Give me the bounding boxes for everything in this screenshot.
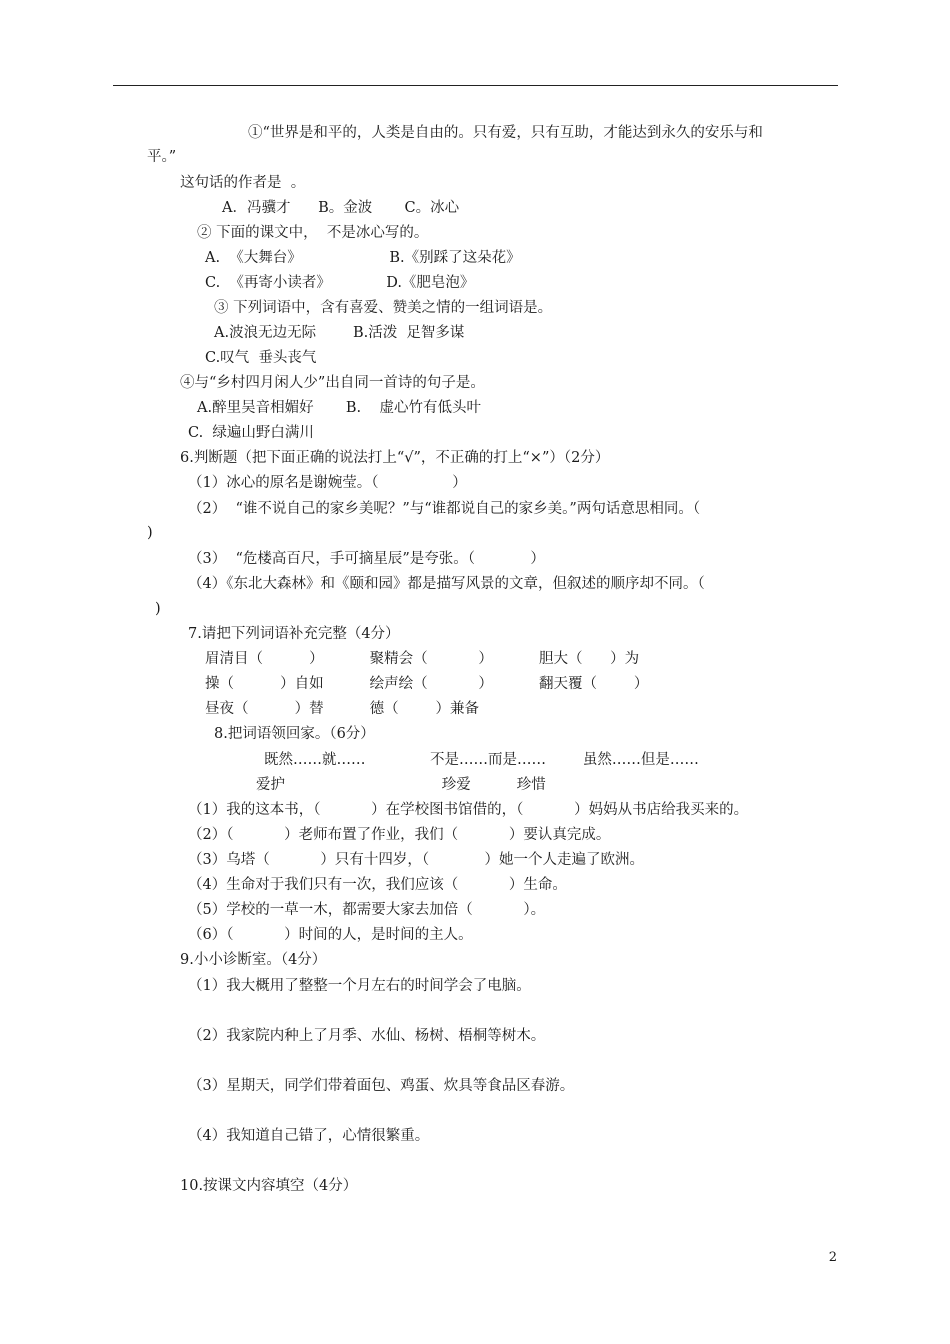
text-line: A．冯骥才 B。金波 C。冰心 bbox=[222, 200, 460, 216]
header-rule bbox=[113, 85, 838, 86]
text-line: （2）（ ）老师布置了作业，我们（ ）要认真完成。 bbox=[188, 827, 611, 843]
text-line: 既然……就…… 不是……而是…… 虽然……但是…… bbox=[264, 752, 699, 768]
text-line: 平。” bbox=[147, 149, 177, 165]
text-line: 7.请把下列词语补充完整（4分） bbox=[188, 626, 400, 642]
text-line: （3） “危楼高百尺，手可摘星辰”是夸张。（ ） bbox=[188, 551, 545, 567]
text-line: C.叹气 垂头丧气 bbox=[205, 350, 317, 366]
text-line: ①“世界是和平的，人类是自由的。只有爱，只有互助，才能达到永久的安乐与和 bbox=[248, 125, 763, 141]
text-line: ④与“乡村四月闲人少”出自同一首诗的句子是。 bbox=[180, 375, 485, 391]
text-line: C. 绿遍山野白满川 bbox=[188, 425, 314, 441]
text-line: （1）我的这本书，（ ）在学校图书馆借的，（ ）妈妈从书店给我买来的。 bbox=[188, 802, 749, 818]
text-line: （2）我家院内种上了月季、水仙、杨树、梧桐等树木。 bbox=[188, 1028, 546, 1044]
text-line: 9.小小诊断室。（4分） bbox=[180, 952, 327, 968]
text-line: ) bbox=[155, 601, 161, 617]
text-line: 爱护 珍爱 珍惜 bbox=[256, 777, 546, 793]
text-line: （2） “谁不说自己的家乡美呢？”与“谁都说自己的家乡美。”两句话意思相同。（ bbox=[188, 501, 701, 517]
text-line: A.醉里吴音相媚好 B. 虚心竹有低头叶 bbox=[197, 400, 482, 416]
text-line: C. 《再寄小读者》 D.《肥皂泡》 bbox=[205, 275, 475, 291]
text-line: （6）（ ）时间的人，是时间的主人。 bbox=[188, 927, 473, 943]
text-line: （1）冰心的原名是谢婉莹。（ ） bbox=[188, 475, 467, 491]
text-line: ③ 下列词语中，含有喜爱、赞美之情的一组词语是。 bbox=[214, 300, 553, 316]
text-line: A.波浪无边无际 B.活泼 足智多谋 bbox=[214, 325, 465, 341]
text-line: 操（ ）自如 绘声绘（ ） 翻天覆（ ） bbox=[205, 676, 649, 692]
text-line: 8.把词语领回家。（6分） bbox=[214, 726, 375, 742]
page-number: 2 bbox=[828, 1250, 837, 1265]
text-line: （3）乌塔（ ）只有十四岁，（ ）她一个人走遍了欧洲。 bbox=[188, 852, 644, 868]
text-line: ) bbox=[147, 525, 153, 541]
text-line: （5）学校的一草一木，都需要大家去加倍（ ）。 bbox=[188, 902, 546, 918]
text-line: 眉清目（ ） 聚精会（ ） 胆大（ ）为 bbox=[205, 651, 640, 667]
text-line: （4）《东北大森林》和《颐和园》都是描写风景的文章，但叙述的顺序却不同。（ bbox=[188, 576, 705, 592]
text-line: （1）我大概用了整整一个月左右的时间学会了电脑。 bbox=[188, 978, 531, 994]
text-line: 昼夜（ ）替 德（ ）兼备 bbox=[205, 701, 480, 717]
text-line: 6.判断题（把下面正确的说法打上“√”，不正确的打上“×”）（2分） bbox=[180, 450, 610, 466]
text-line: （4）我知道自己错了，心情很繁重。 bbox=[188, 1128, 430, 1144]
text-line: （3）星期天，同学们带着面包、鸡蛋、炊具等食品区春游。 bbox=[188, 1078, 575, 1094]
text-line: A. 《大舞台》 B.《别踩了这朵花》 bbox=[205, 250, 521, 266]
text-line: 这句话的作者是 。 bbox=[180, 175, 306, 191]
text-line: （4）生命对于我们只有一次，我们应该（ ）生命。 bbox=[188, 877, 567, 893]
text-line: ② 下面的课文中， 不是冰心写的。 bbox=[197, 225, 429, 241]
text-line: 10.按课文内容填空（4分） bbox=[180, 1178, 358, 1194]
